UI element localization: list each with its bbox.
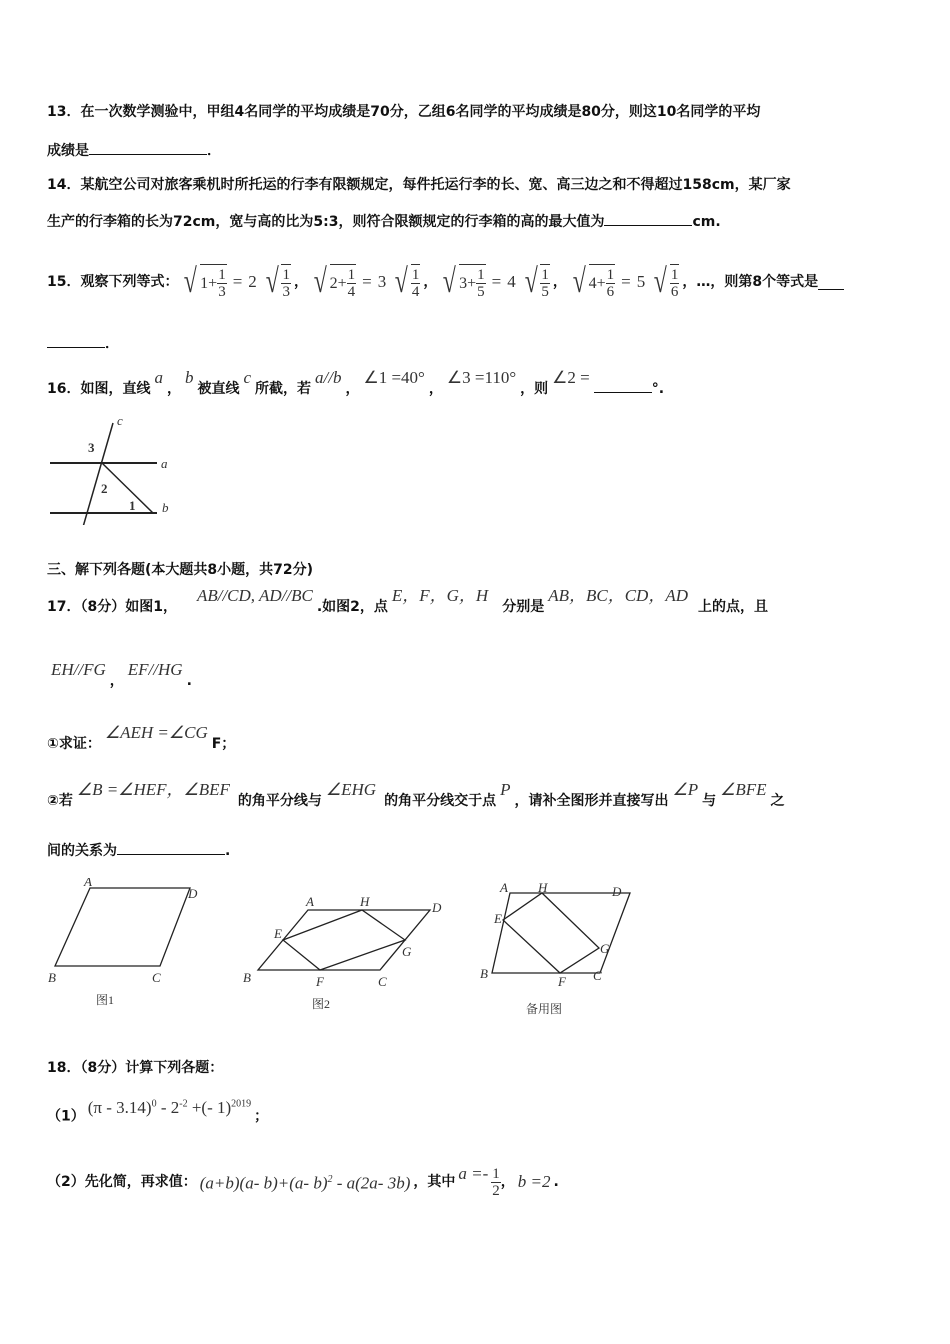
comma: ， [552, 274, 567, 290]
section-3-heading: 三、解下列各题(本大题共8小题，共72分) [47, 562, 314, 578]
q13-line2 [47, 140, 221, 161]
math-angle3: ∠3 =110° [446, 368, 517, 387]
period: . [553, 1174, 559, 1190]
math: ∠BFE [720, 780, 767, 799]
numerator: 1 [541, 267, 549, 283]
q17-line3 [47, 840, 230, 861]
math: ∠AEH =∠CG [104, 723, 208, 742]
fraction [411, 267, 421, 300]
denominator: 2 [492, 1182, 500, 1199]
numerator: 1 [670, 267, 679, 283]
math: ∠EHG [325, 780, 377, 799]
plus: + [596, 274, 606, 292]
coefficient: 3 [377, 272, 387, 291]
denominator: 3 [218, 284, 226, 300]
math: ∠B =∠HEF，∠BEF [76, 780, 230, 799]
q16-figure [45, 405, 185, 525]
radical-icon: √ [443, 263, 457, 300]
comma: ， [423, 274, 438, 290]
math-angle1: ∠1 =40° [363, 368, 425, 387]
label-D: D [612, 884, 622, 899]
denominator: 4 [411, 284, 420, 300]
figure-3 [480, 880, 630, 1016]
q14-text: 生产的行李箱的长为72cm，宽与高的比为5:3，则符合限额规定的行李箱的高的最大值为 [47, 214, 605, 230]
q15-equation [178, 264, 307, 300]
denominator: 6 [606, 284, 615, 300]
q18-text: （2）先化简，再求值： [47, 1174, 197, 1190]
q17-text: ，请补全图形并直接写出 [514, 793, 669, 809]
exponent: -2 [179, 1098, 188, 1109]
q16-text: 16．如图，直线 [47, 381, 151, 397]
sqrt-left [181, 264, 226, 300]
math-c: c [243, 368, 252, 387]
denominator: 4 [347, 284, 356, 300]
radical-icon: √ [572, 263, 586, 300]
expr: +(- 1) [187, 1097, 232, 1117]
exponent: 2 [327, 1174, 333, 1186]
math-parallel: a//b [315, 368, 342, 387]
label-A: A [306, 894, 314, 909]
coefficient: 2 [248, 272, 257, 291]
label-C: C [152, 970, 161, 985]
sqrt-left [311, 264, 356, 300]
comma: ， [428, 381, 443, 397]
q17-text: 之 [770, 793, 785, 809]
q17-text: 上的点，且 [698, 599, 768, 615]
label-3: 3 [88, 440, 95, 455]
label-D: D [432, 900, 442, 915]
denominator: 6 [670, 284, 679, 300]
comma: ， [166, 381, 181, 397]
q18-text: ，其中 [413, 1174, 456, 1190]
plus: + [337, 274, 347, 292]
label-H: H [360, 894, 370, 909]
math: AB，BC，CD，AD [548, 586, 688, 605]
label-B: B [480, 966, 488, 981]
label-G: G [600, 941, 610, 956]
label-A: A [84, 878, 92, 889]
expr: - 2 [156, 1097, 180, 1117]
answer-blank[interactable] [818, 275, 844, 290]
q15-equation [567, 264, 682, 300]
q17-text: 分别是 [502, 599, 545, 615]
equals: = [621, 272, 631, 291]
q17-text: 17．（8分）如图1， [47, 599, 177, 615]
math: EF//HG [127, 660, 183, 679]
radical-icon: √ [395, 263, 409, 300]
radical-icon: √ [265, 263, 279, 300]
radical-icon: √ [524, 263, 538, 300]
fraction [540, 267, 550, 300]
q15-line2 [47, 333, 119, 354]
q17-line1 [47, 586, 768, 617]
q17-text: F； [211, 736, 236, 752]
q18-title: 18．（8分）计算下列各题： [47, 1060, 224, 1076]
sqrt-left [570, 264, 615, 300]
radical-icon: √ [184, 263, 198, 300]
q16-text: 被直线 [197, 381, 240, 397]
math-a: a [154, 368, 163, 387]
math-b-value: b =2 [517, 1172, 551, 1191]
sqrt-right [263, 264, 291, 300]
label-C: C [378, 974, 387, 989]
exponent: 0 [151, 1098, 157, 1109]
equals: = [491, 272, 502, 291]
answer-blank[interactable] [117, 840, 225, 855]
plus: + [467, 274, 477, 292]
label-E: E [274, 926, 282, 941]
q17-text: ①求证： [47, 736, 101, 752]
numerator: 1 [606, 267, 615, 283]
q16-line [47, 368, 665, 399]
fraction [281, 267, 291, 300]
numerator: 1 [492, 1165, 500, 1182]
caption: 图2 [312, 997, 331, 1011]
denominator: 5 [477, 284, 485, 300]
comma: ， [293, 274, 308, 290]
label-c: c [117, 413, 123, 428]
q17-text: 与 [702, 793, 717, 809]
q18-text: （1） [47, 1108, 85, 1125]
label-B: B [48, 970, 56, 985]
equals: = [232, 272, 243, 291]
math-b: b [184, 368, 194, 387]
q14-line2 [47, 211, 721, 232]
label-G: G [402, 944, 412, 959]
exponent: 2019 [231, 1098, 252, 1109]
label-B: B [243, 970, 251, 985]
numerator: 1 [477, 267, 485, 283]
math-expression-1 [88, 1098, 251, 1117]
plus: + [208, 274, 218, 292]
math: EH//FG [51, 660, 106, 679]
denominator: 5 [541, 284, 549, 300]
answer-blank[interactable] [604, 211, 692, 226]
label-H: H [538, 880, 548, 895]
q13-text: 成绩是 [47, 143, 89, 159]
equals: = [362, 272, 372, 291]
math-a-value: a =- [458, 1164, 489, 1183]
caption: 图1 [96, 993, 115, 1007]
q17-text: .如图2，点 [316, 599, 388, 615]
fraction [347, 267, 357, 300]
q14-line1: 14．某航空公司对旅客乘机时所托运的行李有限额规定，每件托运行李的长、宽、高三边之和不得超过158cm，某厂家 [47, 177, 791, 193]
period: . [186, 673, 192, 689]
label-1: 1 [129, 498, 136, 513]
expr: (a+b)(a- b)+(a- b) [199, 1173, 328, 1193]
fraction [476, 267, 486, 300]
math-expression-2 [200, 1170, 411, 1194]
q17-part1 [47, 723, 236, 754]
sqrt-left [440, 264, 485, 300]
figure-1 [48, 878, 198, 1007]
radical-icon: √ [313, 263, 327, 300]
integer: 1 [200, 274, 209, 292]
coefficient: 5 [636, 272, 646, 291]
transversal [102, 463, 153, 513]
q16-end: °. [651, 381, 665, 397]
fraction [217, 267, 227, 300]
q17-line2 [47, 660, 192, 691]
math: P [500, 780, 511, 799]
numerator: 1 [411, 267, 420, 283]
expr: - a(2a- 3b) [332, 1173, 411, 1193]
sqrt-right [651, 264, 679, 300]
q15-equation [308, 264, 437, 300]
fraction [670, 267, 680, 300]
math: AB//CD, AD//BC [196, 586, 313, 605]
math-angle2: ∠2 = [552, 368, 590, 387]
label-b: b [162, 500, 169, 515]
q17-figures [40, 878, 650, 1023]
label-E: E [494, 911, 502, 926]
q17-text: ②若 [47, 793, 73, 809]
q18-part2 [47, 1160, 559, 1204]
math: ∠P [672, 780, 699, 799]
sqrt-right [392, 264, 420, 300]
label-2: 2 [101, 481, 108, 496]
label-F: F [558, 974, 566, 989]
q13-end: ． [207, 143, 221, 159]
label-a: a [161, 456, 168, 471]
q17-text: 的角平分线与 [237, 793, 322, 809]
period: . [225, 843, 231, 859]
figure-2 [243, 894, 442, 1011]
q17-part2 [47, 780, 785, 811]
q15-line [47, 262, 844, 302]
math: E，F，G，H [391, 586, 489, 605]
q15-prefix: 15．观察下列等式： [47, 274, 179, 290]
q14-end: cm. [692, 214, 721, 230]
denominator: 3 [282, 284, 290, 300]
comma: ， [109, 673, 124, 689]
sqrt-right [522, 264, 550, 300]
q15-end: ． [105, 336, 119, 352]
semicolon: ； [254, 1108, 269, 1125]
numerator: 1 [218, 267, 226, 283]
numerator: 1 [282, 267, 290, 283]
comma: ， [500, 1174, 515, 1190]
integer: 2 [329, 274, 338, 292]
q16-text: ，则 [520, 381, 549, 397]
label-A: A [500, 880, 508, 895]
integer: 3 [459, 274, 468, 292]
coefficient: 4 [507, 272, 516, 291]
fraction [606, 267, 616, 300]
q13-line1: 13．在一次数学测验中，甲组4名同学的平均成绩是70分，乙组6名同学的平均成绩是80分，则这10名同学的平均 [47, 104, 761, 120]
q16-text: 所截，若 [255, 381, 312, 397]
q15-equation [437, 264, 566, 300]
q17-text: 间的关系为 [47, 843, 117, 859]
line-c [83, 423, 113, 525]
comma: ， [345, 381, 360, 397]
numerator: 1 [347, 267, 356, 283]
q18-part1 [47, 1097, 269, 1127]
answer-blank[interactable] [47, 333, 105, 348]
caption: 备用图 [526, 1002, 563, 1016]
q15-equations [178, 264, 682, 300]
expr: (π - 3.14) [87, 1097, 152, 1117]
fraction-one-half [491, 1166, 501, 1199]
q15-suffix: ，…，则第8个等式是 [682, 274, 819, 290]
label-C: C [593, 968, 602, 983]
q17-text: 的角平分线交于点 [384, 793, 497, 809]
answer-blank[interactable] [594, 378, 652, 393]
radical-icon: √ [653, 263, 668, 300]
integer: 4 [588, 274, 597, 292]
label-F: F [316, 974, 324, 989]
label-D: D [188, 886, 198, 901]
answer-blank[interactable] [89, 140, 207, 155]
